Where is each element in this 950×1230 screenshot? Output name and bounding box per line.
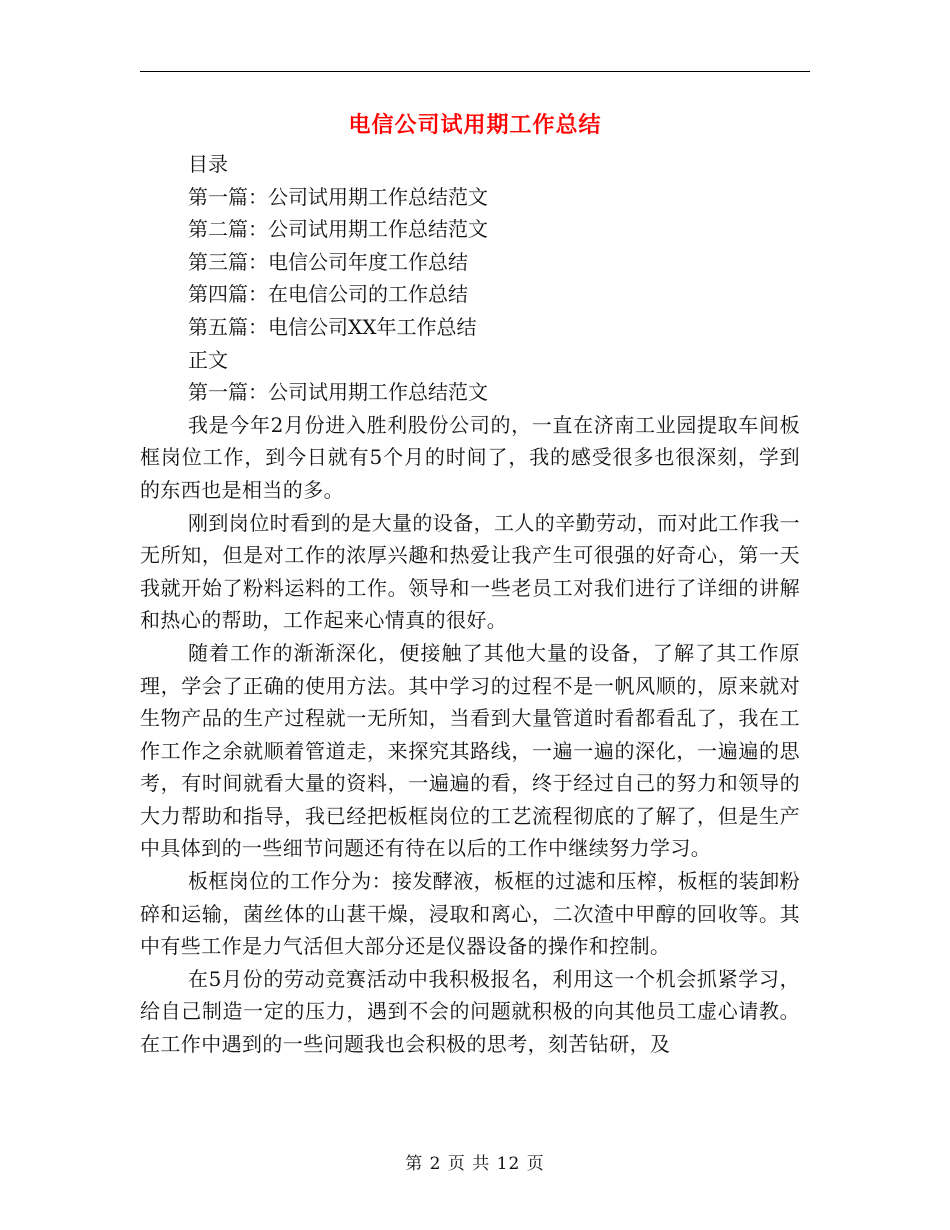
document-title: 电信公司试用期工作总结	[348, 113, 602, 138]
header-rule	[140, 71, 810, 72]
paragraph: 我是今年2月份进入胜利股份公司的，一直在济南工业园提取车间板框岗位工作，到今日就有5个月的时间了，我的感受很多也很深刻，学到的东西也是相当的多。	[140, 412, 800, 502]
section-heading: 第一篇：公司试用期工作总结范文	[188, 380, 488, 405]
body-heading: 正文	[188, 347, 228, 372]
toc-item-1: 第一篇：公司试用期工作总结范文	[188, 184, 488, 209]
toc-item-4: 第四篇：在电信公司的工作总结	[188, 282, 468, 307]
toc-heading: 目录	[188, 152, 228, 176]
paragraph: 在5月份的劳动竞赛活动中我积极报名，利用这一个机会抓紧学习，给自己制造一定的压力，遇到不会的问题就积极的向其他员工虚心请教。在工作中遇到的一些问题我也会积极的思考，刻苦钻研，及	[140, 966, 800, 1057]
paragraph: 刚到岗位时看到的是大量的设备，工人的辛勤劳动，而对此工作我一无所知，但是对工作的浓厚兴趣和热爱让我产生可很强的好奇心，第一天我就开始了粉料运料的工作。领导和一些老员工对我们进行了详细的讲解和热心的帮助，工作起来心情真的很好。	[140, 510, 800, 633]
toc-item-5: 第五篇：电信公司XX年工作总结	[188, 314, 477, 339]
document-body	[140, 148, 800, 1061]
paragraph: 随着工作的渐渐深化，便接触了其他大量的设备，了解了其工作原理，学会了正确的使用方法。其中学习的过程不是一帆风顺的，原来就对生物产品的生产过程就一无所知，当看到大量管道时看都看乱了，我在工作工作之余就顺着管道走，来探究其路线，一遍一遍的深化，一遍遍的思考，有时间就看大量的资料，一遍遍的看，终于经过自己的努力和领导的大力帮助和指导，我已经把板框岗位的工艺流程彻底的了解了，但是生产中具体到的一些细节问题还有待在以后的工作中继续努力学习。	[140, 640, 800, 861]
page-number: 第 2 页 共 12 页	[405, 1154, 545, 1174]
toc-item-2: 第二篇：公司试用期工作总结范文	[188, 217, 488, 242]
paragraph: 板框岗位的工作分为：接发酵液，板框的过滤和压榨，板框的装卸粉碎和运输，菌丝体的山葚干燥，浸取和离心，二次渣中甲醇的回收等。其中有些工作是力气活但大部分还是仪器设备的操作和控制。	[140, 869, 800, 959]
toc-item-3: 第三篇：电信公司年度工作总结	[188, 249, 468, 274]
